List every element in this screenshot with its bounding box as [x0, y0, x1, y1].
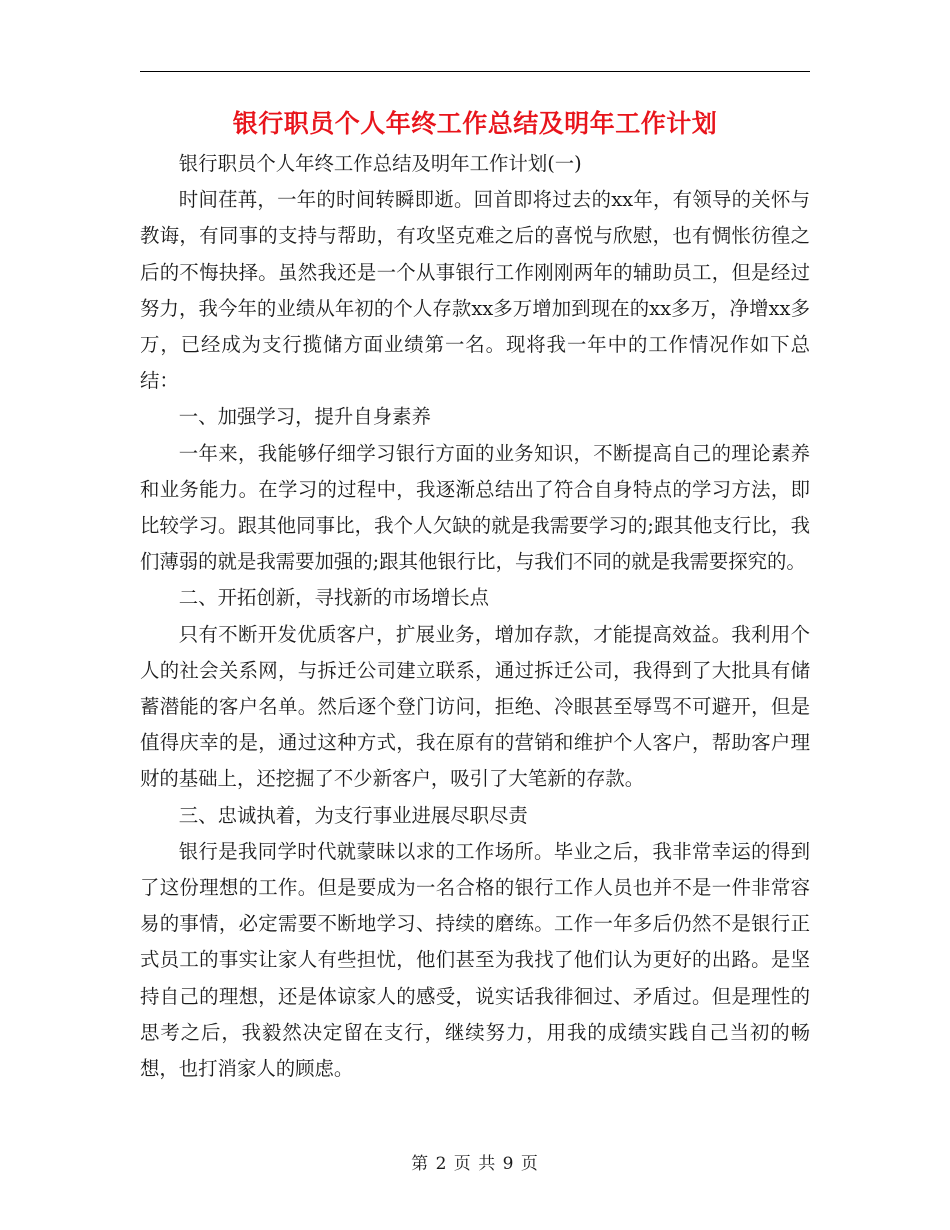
document-title: 银行职员个人年终工作总结及明年工作计划 — [232, 109, 718, 138]
page-number-footer: 第 2 页 共 9 页 — [411, 1154, 539, 1174]
paragraph-intro: 时间荏苒，一年的时间转瞬即逝。回首即将过去的xx年，有领导的关怀与教诲，有同事的支持与帮助，有攻坚克难之后的喜悦与欣慰，也有惆怅彷徨之后的不悔抉择。虽然我还是一个从事银行工作刚刚两年的辅助员工，但是经过努力，我今年的业绩从年初的个人存款xx多万增加到现在的xx多万，净增xx多万，已经成为支行揽储方面业绩第一名。现将我一年中的工作情况作如下总结： — [140, 188, 810, 393]
paragraph-section-3: 银行是我同学时代就蒙昧以求的工作场所。毕业之后，我非常幸运的得到了这份理想的工作。但是要成为一名合格的银行工作人员也并不是一件非常容易的事情，必定需要不断地学习、持续的磨练。工作一年多后仍然不是银行正式员工的事实让家人有些担忧，他们甚至为我找了他们认为更好的出路。是坚持自己的理想，还是体谅家人的感受，说实话我徘徊过、矛盾过。但是理性的思考之后，我毅然决定留在支行，继续努力，用我的成绩实践自己当初的畅想，也打消家人的顾虑。 — [140, 839, 810, 1081]
header-rule — [140, 71, 810, 72]
paragraph-subtitle: 银行职员个人年终工作总结及明年工作计划(一) — [178, 152, 582, 175]
paragraph-section-2: 只有不断开发优质客户，扩展业务，增加存款，才能提高效益。我利用个人的社会关系网，与拆迁公司建立联系，通过拆迁公司，我得到了大批具有储蓄潜能的客户名单。然后逐个登门访问，拒绝、冷眼甚至辱骂不可避开，但是值得庆幸的是，通过这种方式，我在原有的营销和维护个人客户，帮助客户理财的基础上，还挖掘了不少新客户，吸引了大笔新的存款。 — [140, 622, 810, 791]
section-heading-2: 二、开拓创新，寻找新的市场增长点 — [178, 586, 490, 610]
paragraph-section-1: 一年来，我能够仔细学习银行方面的业务知识，不断提高自己的理论素养和业务能力。在学习的过程中，我逐渐总结出了符合自身特点的学习方法，即比较学习。跟其他同事比，我个人欠缺的就是我需要学习的;跟其他支行比，我们薄弱的就是我需要加强的;跟其他银行比，与我们不同的就是我需要探究的。 — [140, 441, 810, 574]
section-heading-1: 一、加强学习，提升自身素养 — [178, 405, 431, 429]
document-body — [140, 146, 810, 1087]
section-heading-3: 三、忠诚执着，为支行事业进展尽职尽责 — [178, 803, 528, 827]
